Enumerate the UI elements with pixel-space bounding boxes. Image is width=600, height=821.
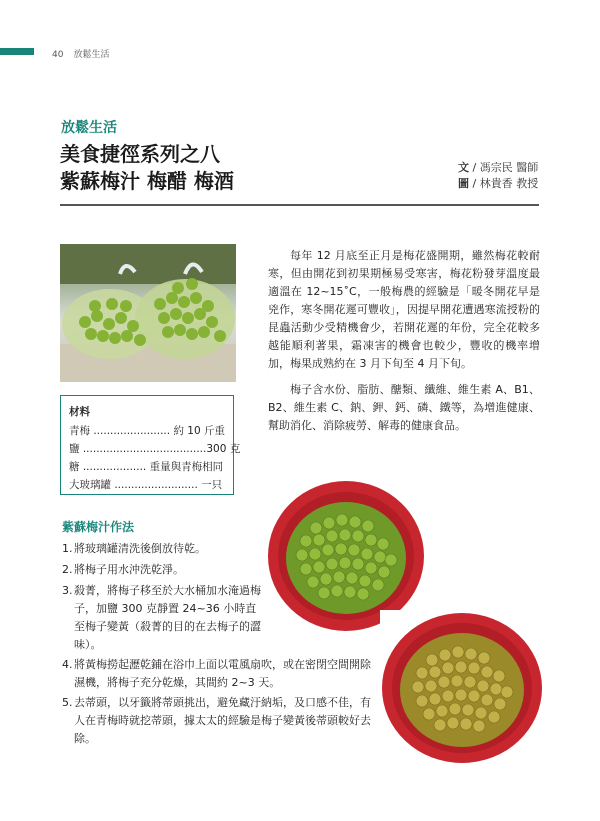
step-number: 4. bbox=[62, 658, 73, 671]
method-step bbox=[62, 582, 262, 654]
material-item: 青梅 ....................... 約 10 斤重 bbox=[69, 425, 225, 437]
title-line-2: 紫蘇梅汁 梅醋 梅酒 bbox=[60, 169, 234, 193]
materials-box bbox=[60, 395, 241, 495]
method-step bbox=[62, 561, 262, 579]
step-text: 將玻璃罐清洗後倒放待乾。 bbox=[74, 542, 206, 555]
step-text: 將梅子用水沖洗乾淨。 bbox=[74, 563, 184, 576]
material-item: 大玻璃罐 ......................... 一只 bbox=[69, 479, 223, 491]
page-header bbox=[52, 47, 119, 60]
intro-text bbox=[268, 247, 540, 443]
intro-paragraph-2: 梅子含水份、脂肪、醣類、纖維、維生素 A、B1、B2、維生素 C、鈉、鉀、鈣、磷、鐵等，為增進健康、幫助消化、消除疲勞、解毒的健康食品。 bbox=[268, 383, 540, 432]
step-text: 去蒂頭，以牙籤將蒂頭挑出，避免藏汙納垢，及口感不佳，有人在青梅時就挖蒂頭，據太太的經驗是梅子變黃後蒂頭較好去除。 bbox=[74, 696, 371, 745]
step-text: 殺菁，將梅子移至於大水桶加水淹過梅子，加鹽 300 克靜置 24~36 小時直至梅子變黃（殺菁的目的在去梅子的澀味）。 bbox=[74, 584, 261, 651]
step-number: 2. bbox=[62, 563, 73, 576]
intro-paragraph-1: 每年 12 月底至正月是梅花盛開期，雖然梅花較耐寒，但由開花到初果期極易受寒害，梅花粉發芽溫度最適溫在 12~15˚C，一般梅農的經驗是「暖冬開花早是兇作，寒冬開花遲可豐收」，因提早開花遭遇寒流授粉的昆蟲活動少受精機會少，若開花遲的年份，完全花較多越能順利著果，霜凍害的機會也較少，豐收的機率增加，梅果成熟約在 3 月下旬至 4 月下旬。 bbox=[268, 249, 540, 370]
materials-heading: 材料 bbox=[69, 406, 90, 418]
material-item: 糖 ................... 重量與青梅相同 bbox=[69, 461, 224, 473]
page-number: 40 bbox=[52, 50, 64, 60]
step-text: 將黃梅撈起瀝乾鋪在浴巾上面以電風扇吹，或在密閉空間開除濕機，將梅子充分乾燥，其間約 2~3 天。 bbox=[74, 658, 371, 689]
method-step bbox=[62, 694, 380, 748]
method-title: 紫蘇梅汁作法 bbox=[62, 520, 135, 534]
plum-bags-photo bbox=[60, 244, 236, 382]
title-rule bbox=[60, 204, 539, 206]
title-line-1: 美食捷徑系列之八 bbox=[60, 142, 220, 166]
step-number: 5. bbox=[62, 696, 73, 709]
accent-bar bbox=[0, 48, 34, 55]
method-step bbox=[62, 656, 380, 692]
plum-bags-illustration bbox=[60, 244, 236, 382]
credit-photographer: 林貴香 教授 bbox=[479, 177, 539, 190]
step-number: 1. bbox=[62, 542, 73, 555]
article-title bbox=[60, 141, 234, 195]
running-section: 放鬆生活 bbox=[73, 50, 110, 60]
step-number: 3. bbox=[62, 584, 73, 597]
credit-photo-label: 圖 bbox=[458, 177, 469, 190]
credits: 文 / 馮宗民 醫師 圖 / 林貴香 教授 bbox=[458, 161, 539, 190]
credit-text-label: 文 bbox=[458, 161, 469, 174]
credit-author: 馮宗民 醫師 bbox=[479, 161, 539, 174]
yellow-plum-bowl-photo bbox=[380, 610, 545, 765]
material-item: 鹽 .....................................300 克 bbox=[69, 443, 241, 455]
method-step bbox=[62, 540, 262, 558]
article-category: 放鬆生活 bbox=[61, 120, 117, 136]
